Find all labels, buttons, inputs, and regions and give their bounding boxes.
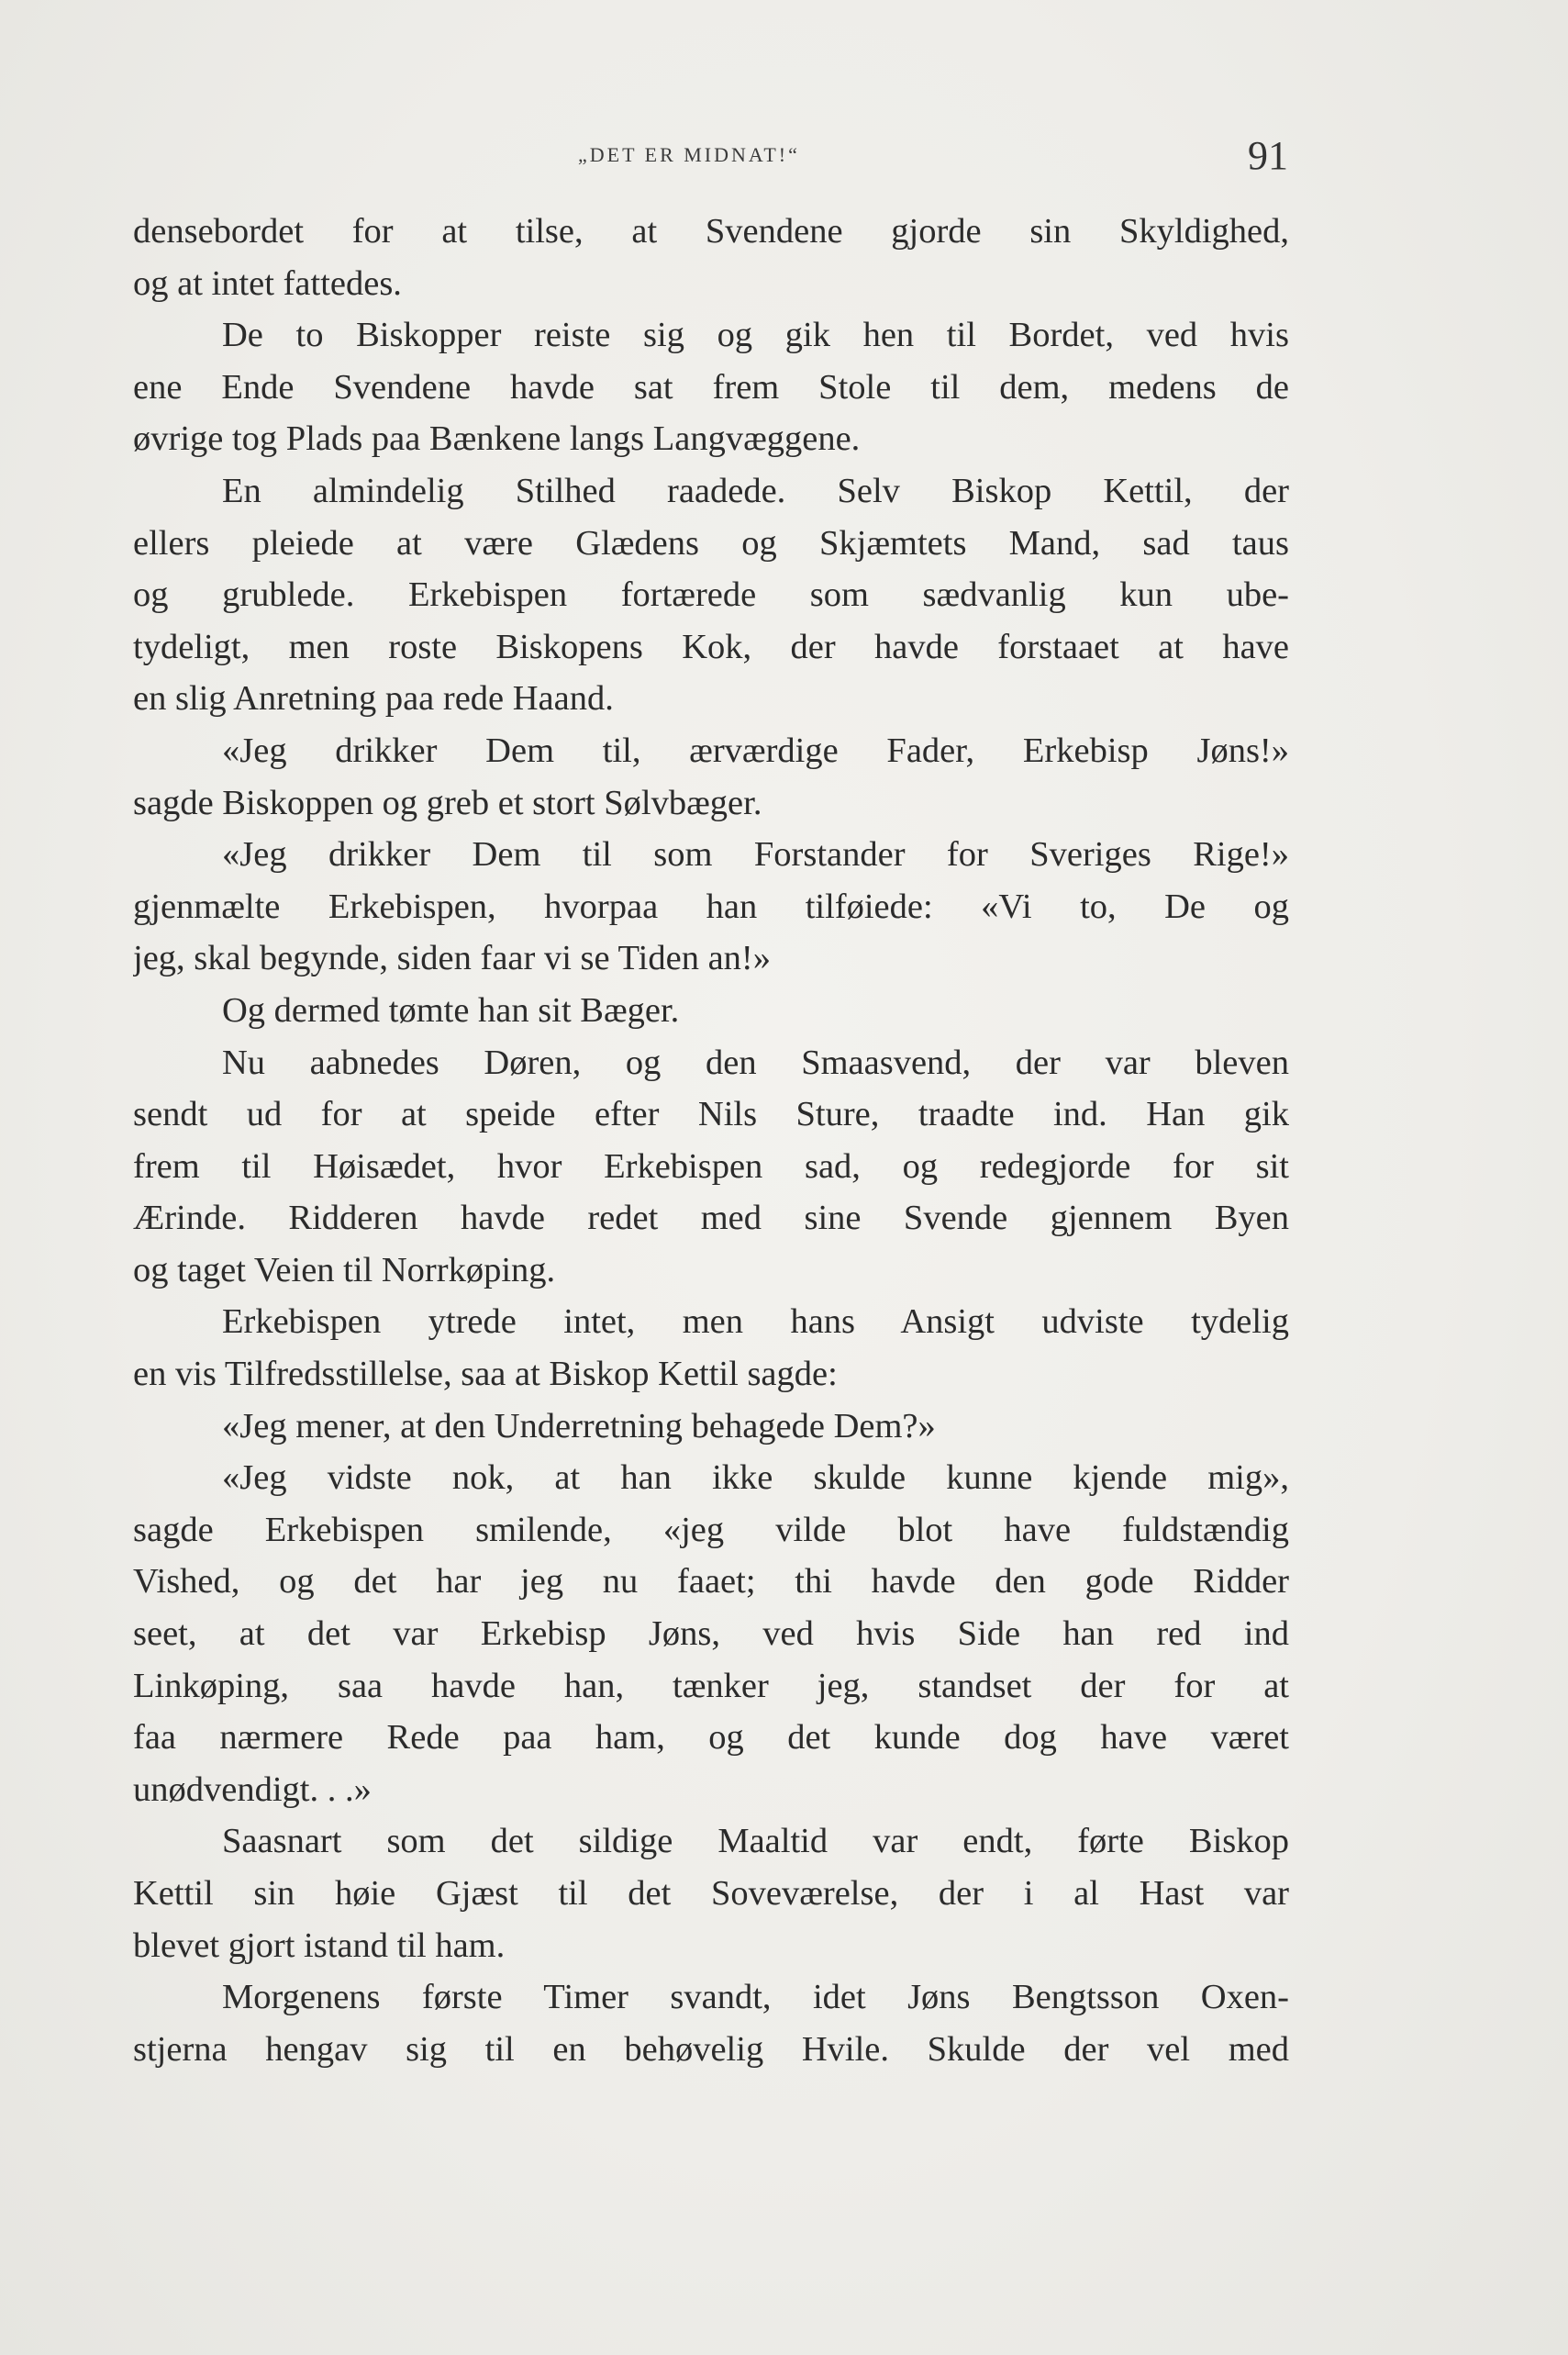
text-line: De to Biskopper reiste sig og gik hen til Bordet, ved hvis xyxy=(222,316,1289,355)
text-line: Linkøping, saa havde han, tænker jeg, standset der for at xyxy=(133,1666,1289,1705)
text-line: densebordet for at tilse, at Svendene gjorde sin Skyldighed, xyxy=(133,212,1289,251)
page-number: 91 xyxy=(1248,133,1288,178)
text-line: Ærinde. Ridderen havde redet med sine Svende gjennem Byen xyxy=(133,1199,1289,1238)
text-line: Nu aabnedes Døren, og den Smaasvend, der var bleven xyxy=(222,1043,1289,1082)
running-title: „DET ER MIDNAT!“ xyxy=(578,143,800,166)
text-line: og grublede. Erkebispen fortærede som sædvanlig kun ube- xyxy=(133,575,1289,615)
text-line: sendt ud for at speide efter Nils Sture, traadte ind. Han gik xyxy=(133,1095,1289,1134)
text-line: og taget Veien til Norrkøping. xyxy=(133,1250,556,1289)
text-line: ene Ende Svendene havde sat frem Stole til dem, medens de xyxy=(133,367,1289,407)
text-line: En almindelig Stilhed raadede. Selv Biskop Kettil, der xyxy=(222,471,1289,510)
text-line: frem til Høisædet, hvor Erkebispen sad, og redegjorde for sit xyxy=(133,1146,1289,1186)
text-line: Kettil sin høie Gjæst til det Soveværelse, der i al Hast var xyxy=(133,1874,1289,1913)
text-line: faa nærmere Rede paa ham, og det kunde dog have været xyxy=(133,1718,1289,1758)
text-line: en vis Tilfredsstillelse, saa at Biskop Kettil sagde: xyxy=(133,1355,838,1394)
text-line: Vished, og det har jeg nu faaet; thi havde den gode Ridder xyxy=(133,1562,1289,1602)
text-line: sagde Biskoppen og greb et stort Sølvbæger. xyxy=(133,783,762,822)
text-line: og at intet fattedes. xyxy=(133,263,402,303)
text-line: unødvendigt. . .» xyxy=(133,1769,372,1809)
text-line: Morgenens første Timer svandt, idet Jøns Bengtsson Oxen- xyxy=(222,1978,1289,2017)
text-line: Saasnart som det sildige Maaltid var endt, førte Biskop xyxy=(222,1822,1289,1861)
text-line: Erkebispen ytrede intet, men hans Ansigt udviste tydelig xyxy=(222,1302,1289,1342)
text-line: ellers pleiede at være Glædens og Skjæmtets Mand, sad taus xyxy=(133,523,1289,563)
text-line: Og dermed tømte han sit Bæger. xyxy=(222,990,680,1030)
text-line: «Jeg drikker Dem til, ærværdige Fader, Erkebisp Jøns!» xyxy=(222,731,1289,770)
text-line: seet, at det var Erkebisp Jøns, ved hvis Side han red ind xyxy=(133,1614,1289,1654)
text-line: tydeligt, men roste Biskopens Kok, der havde forstaaet at have xyxy=(133,627,1289,666)
body-text xyxy=(133,206,1289,2075)
text-line: «Jeg vidste nok, at han ikke skulde kunne kjende mig», xyxy=(222,1458,1289,1498)
running-header xyxy=(0,133,1568,178)
text-line: «Jeg mener, at den Underretning behagede Dem?» xyxy=(222,1406,936,1445)
text-line: «Jeg drikker Dem til som Forstander for Sveriges Rige!» xyxy=(222,835,1289,875)
text-line: øvrige tog Plads paa Bænkene langs Langvæggene. xyxy=(133,419,861,459)
text-line: jeg, skal begynde, siden faar vi se Tiden an!» xyxy=(133,939,771,978)
text-line: en slig Anretning paa rede Haand. xyxy=(133,679,614,719)
text-line: stjerna hengav sig til en behøvelig Hvile. Skulde der vel med xyxy=(133,2029,1289,2069)
text-line: sagde Erkebispen smilende, «jeg vilde blot have fuldstændig xyxy=(133,1510,1289,1549)
text-line: gjenmælte Erkebispen, hvorpaa han tilføiede: «Vi to, De og xyxy=(133,887,1289,926)
text-line: blevet gjort istand til ham. xyxy=(133,1925,506,1965)
